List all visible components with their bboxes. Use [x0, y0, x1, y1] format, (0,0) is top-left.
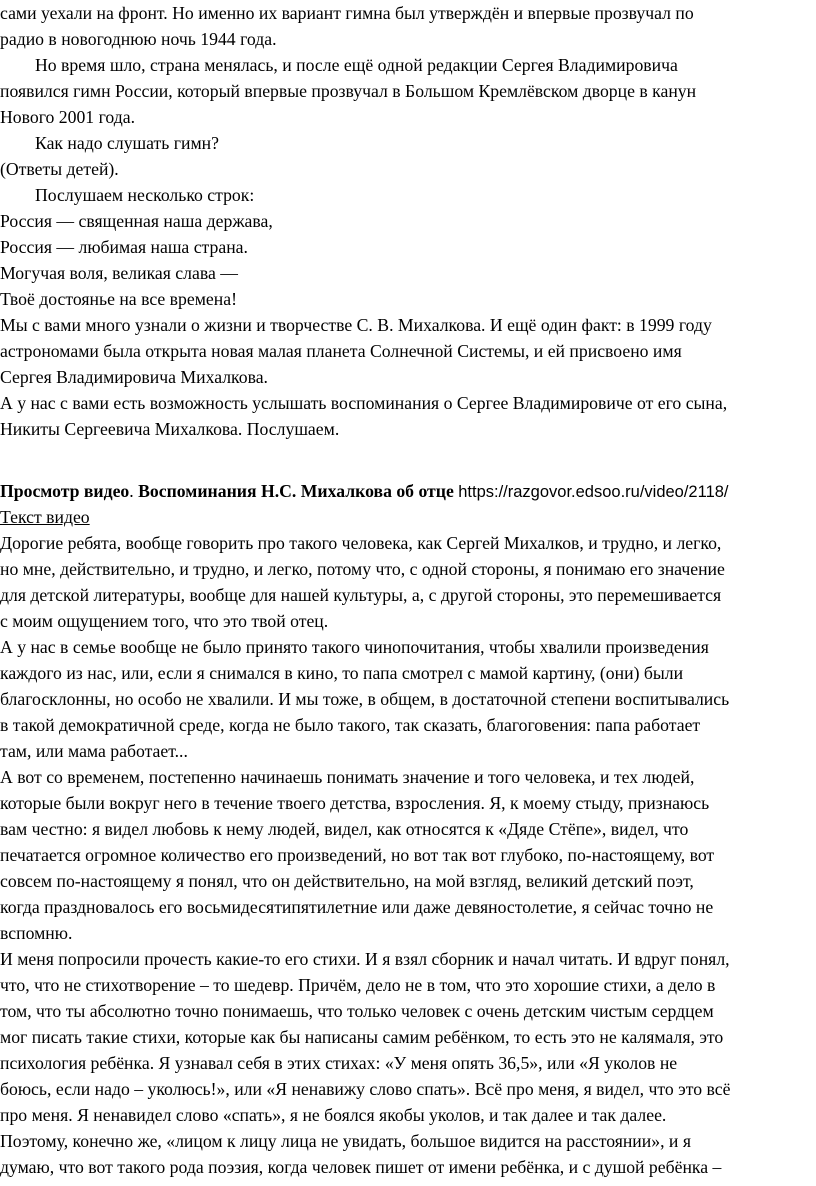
text-line: Нового 2001 года. — [0, 107, 135, 127]
transcript-paragraph-2 — [0, 634, 816, 764]
text-line: что, что не стихотворение – то шедевр. Причём, дело не в том, что это хорошие стихи, а дело в — [0, 975, 716, 995]
intro-paragraph — [0, 0, 816, 52]
answer-text: (Ответы детей). — [0, 159, 119, 179]
text-line: совсем по-настоящему я понял, что он действительно, на мой взгляд, великий детский поэт, — [0, 871, 694, 891]
text-video-line — [0, 504, 816, 530]
text-line: печатается огромное количество его произведений, но вот так вот глубоко, по-настоящему, вот — [0, 845, 715, 865]
anthem-paragraph — [0, 52, 816, 130]
text-line: А у нас с вами есть возможность услышать воспоминания о Сергее Владимировиче от его сына, — [0, 393, 728, 413]
video-url[interactable]: https://razgovor.edsoo.ru/video/2118/ — [458, 483, 729, 501]
transcript-paragraph-3 — [0, 764, 816, 946]
text-line: мог писать такие стихи, которые как бы написаны самим ребёнком, то есть это не калямаля, это — [0, 1027, 724, 1047]
listen-block — [0, 182, 816, 208]
text-line: психология ребёнка. Я узнавал себя в этих стихах: «У меня опять 36,5», или «Я уколов не — [0, 1053, 678, 1073]
video-title: Воспоминания Н.С. Михалкова об отце — [138, 481, 454, 501]
text-line: И меня попросили прочесть какие-то его стихи. И я взял сборник и начал читать. И вдруг понял, — [0, 949, 730, 969]
text-line: Мы с вами много узнали о жизни и творчестве С. В. Михалкова. И ещё один факт: в 1999 году — [0, 315, 712, 335]
text-line: А у нас в семье вообще не было принято такого чинопочитания, чтобы хвалили произведения — [0, 637, 709, 657]
text-line: в такой демократичной среде, когда не было такого, так сказать, благоговения: папа работает — [0, 715, 701, 735]
video-separator: . — [129, 481, 134, 501]
text-line: думаю, что вот такого рода поэзия, когда человек пишет от имени ребёнка, и с душой ребёнка – — [0, 1157, 722, 1177]
poem-line: Россия — любимая наша страна. — [0, 237, 248, 257]
poem-line: Могучая воля, великая слава — — [0, 263, 238, 283]
transcript-paragraph-4 — [0, 946, 816, 1180]
text-video-link[interactable]: Текст видео — [0, 507, 90, 527]
text-line: боюсь, если надо – уколюсь!», или «Я ненавижу слово спать». Всё про меня, я видел, что это всё — [0, 1079, 731, 1099]
text-line: Сергея Владимировича Михалкова. — [0, 367, 268, 387]
video-heading — [0, 478, 816, 504]
text-line: когда праздновалось его восьмидесятипятилетние или даже девяностолетие, я сейчас точно не — [0, 897, 714, 917]
text-line: вам честно: я видел любовь к нему людей, видел, как относятся к «Дяде Стёпе», видел, что — [0, 819, 689, 839]
text-line: благосклонны, но особо не хвалили. И мы тоже, в общем, в достаточной степени воспитывались — [0, 689, 730, 709]
text-line: Дорогие ребята, вообще говорить про такого человека, как Сергей Михалков, и трудно, и легко, — [0, 533, 722, 553]
text-line: Никиты Сергеевича Михалкова. Послушаем. — [0, 419, 340, 439]
text-line: там, или мама работает... — [0, 741, 188, 761]
text-line: которые были вокруг него в течение твоего детства, взросления. Я, к моему стыду, признаюсь — [0, 793, 710, 813]
text-line: каждого из нас, или, если я снимался в кино, то папа смотрел с мамой картину, (они) были — [0, 663, 684, 683]
text-line: том, что ты абсолютно точно понимаешь, что только человек с очень детским чистым сердцем — [0, 1001, 714, 1021]
text-line: с моим ощущением того, что это твой отец. — [0, 611, 329, 631]
video-block — [0, 478, 816, 530]
poem-line: Россия — священная наша держава, — [0, 211, 273, 231]
listen-text: Послушаем несколько строк: — [35, 185, 255, 205]
text-line: радио в новогоднюю ночь 1944 года. — [0, 29, 277, 49]
question-block — [0, 130, 816, 182]
text-line: появился гимн России, который впервые прозвучал в Большом Кремлёвском дворце в канун — [0, 81, 697, 101]
text-line: Но время шло, страна менялась, и после ещё одной редакции Сергея Владимировича — [35, 55, 678, 75]
text-line: Поэтому, конечно же, «лицом к лицу лица не увидать, большое видится на расстоянии», и я — [0, 1131, 691, 1151]
fact-paragraph — [0, 312, 816, 390]
text-line: астрономами была открыта новая малая планета Солнечной Системы, и ей присвоено имя — [0, 341, 682, 361]
text-line: вспомню. — [0, 923, 73, 943]
text-line: про меня. Я ненавидел слово «спать», я не боялся якобы уколов, и так далее и так далее. — [0, 1105, 667, 1125]
poem-line: Твоё достоянье на все времена! — [0, 289, 237, 309]
text-line: сами уехали на фронт. Но именно их вариант гимна был утверждён и впервые прозвучал по — [0, 3, 694, 23]
paragraph-gap — [0, 442, 816, 478]
text-line: для детской литературы, вообще для нашей культуры, а, с другой стороны, это перемешивается — [0, 585, 722, 605]
text-line: но мне, действительно, и трудно, и легко, потому что, с одной стороны, я понимаю его значение — [0, 559, 725, 579]
video-label: Просмотр видео — [0, 481, 130, 501]
anthem-poem — [0, 208, 816, 312]
transcript-paragraph-1 — [0, 530, 816, 634]
text-line: А вот со временем, постепенно начинаешь понимать значение и того человека, и тех людей, — [0, 767, 695, 787]
question-text: Как надо слушать гимн? — [35, 133, 219, 153]
memories-paragraph — [0, 390, 816, 442]
